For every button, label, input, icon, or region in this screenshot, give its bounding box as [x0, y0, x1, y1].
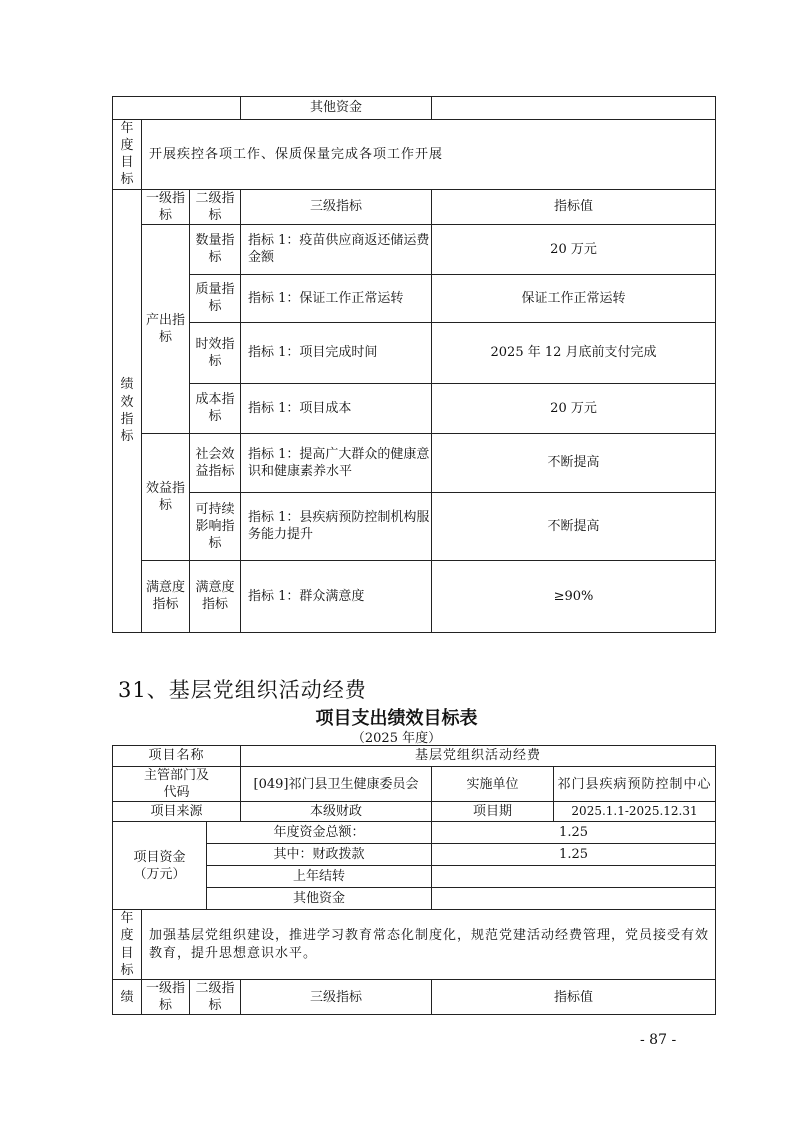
project-name-label: 项目名称 — [113, 746, 241, 767]
perf-indicator-label: 绩效指标 — [113, 189, 142, 632]
other-funds-label: 其他资金 — [207, 888, 432, 910]
impl-unit-value: 祁门县疾病预防控制中心 — [554, 767, 716, 802]
l3-quantity: 指标 1：疫苗供应商返还储运费金额 — [241, 224, 432, 274]
value-cost: 20 万元 — [432, 383, 716, 433]
project-name-value: 基层党组织活动经费 — [241, 746, 716, 767]
hdr-level3: 三级指标 — [241, 979, 432, 1014]
period-value: 2025.1.1-2025.12.31 — [554, 802, 716, 822]
hdr-value: 指标值 — [432, 979, 716, 1014]
carryover-label: 上年结转 — [207, 866, 432, 888]
hdr-level2: 二级指标 — [190, 979, 241, 1014]
fiscal-value: 1.25 — [432, 844, 716, 866]
other-funds-value — [432, 97, 716, 120]
value-satisfaction: ≥90% — [432, 560, 716, 632]
l2-sustainability: 可持续影响指标 — [190, 492, 241, 560]
hdr-level1: 一级指标 — [142, 979, 190, 1014]
annual-goal-label: 年度目标 — [113, 910, 142, 980]
value-sustainability: 不断提高 — [432, 492, 716, 560]
benefit-indicator-label: 效益指标 — [142, 433, 190, 560]
annual-goal-label: 年度目标 — [113, 120, 142, 190]
value-timeliness: 2025 年 12 月底前支付完成 — [432, 322, 716, 383]
project-funds-label: 项目资金（万元） — [113, 822, 207, 910]
dept-value: [049]祁门县卫生健康委员会 — [241, 767, 432, 802]
value-social-benefit: 不断提高 — [432, 433, 716, 492]
l3-cost: 指标 1：项目成本 — [241, 383, 432, 433]
impl-unit-label: 实施单位 — [432, 767, 554, 802]
performance-target-table — [112, 745, 716, 1015]
value-quantity: 20 万元 — [432, 224, 716, 274]
l3-sustainability: 指标 1：县疾病预防控制机构服务能力提升 — [241, 492, 432, 560]
l3-quality: 指标 1：保证工作正常运转 — [241, 274, 432, 322]
table-year: （2025 年度） — [351, 731, 442, 746]
other-funds-label: 其他资金 — [241, 97, 432, 120]
perf-indicator-label: 绩 — [113, 979, 142, 1014]
output-indicator-label: 产出指标 — [142, 224, 190, 433]
l2-satisfaction: 满意度指标 — [190, 560, 241, 632]
annual-goal-text: 开展疾控各项工作、保质保量完成各项工作开展 — [142, 120, 716, 190]
fiscal-label: 其中：财政拨款 — [207, 844, 432, 866]
table-title: 项目支出绩效目标表 — [315, 708, 478, 729]
hdr-level2: 二级指标 — [190, 189, 241, 224]
annual-total-value: 1.25 — [432, 822, 716, 844]
blank-cell — [113, 97, 241, 120]
l3-social-benefit: 指标 1：提高广大群众的健康意识和健康素养水平 — [241, 433, 432, 492]
performance-table-continued — [112, 96, 716, 633]
source-value: 本级财政 — [241, 802, 432, 822]
carryover-value — [432, 866, 716, 888]
annual-goal-text: 加强基层党组织建设，推进学习教育常态化制度化，规范党建活动经费管理，党员接受有效教育，提升思想意识水平。 — [142, 910, 716, 980]
dept-label: 主管部门及代码 — [113, 767, 241, 802]
hdr-value: 指标值 — [432, 189, 716, 224]
annual-total-label: 年度资金总额： — [207, 822, 432, 844]
hdr-level3: 三级指标 — [241, 189, 432, 224]
satisfaction-indicator-label: 满意度指标 — [142, 560, 190, 632]
l2-quality: 质量指标 — [190, 274, 241, 322]
hdr-level1: 一级指标 — [142, 189, 190, 224]
value-quality: 保证工作正常运转 — [432, 274, 716, 322]
section-heading: 31、基层党组织活动经费 — [118, 678, 367, 702]
l2-timeliness: 时效指标 — [190, 322, 241, 383]
l3-timeliness: 指标 1：项目完成时间 — [241, 322, 432, 383]
source-label: 项目来源 — [113, 802, 241, 822]
page-number: - 87 - — [640, 1032, 677, 1048]
l2-quantity: 数量指标 — [190, 224, 241, 274]
l2-cost: 成本指标 — [190, 383, 241, 433]
l3-satisfaction: 指标 1：群众满意度 — [241, 560, 432, 632]
period-label: 项目期 — [432, 802, 554, 822]
l2-social-benefit: 社会效益指标 — [190, 433, 241, 492]
other-funds-value — [432, 888, 716, 910]
